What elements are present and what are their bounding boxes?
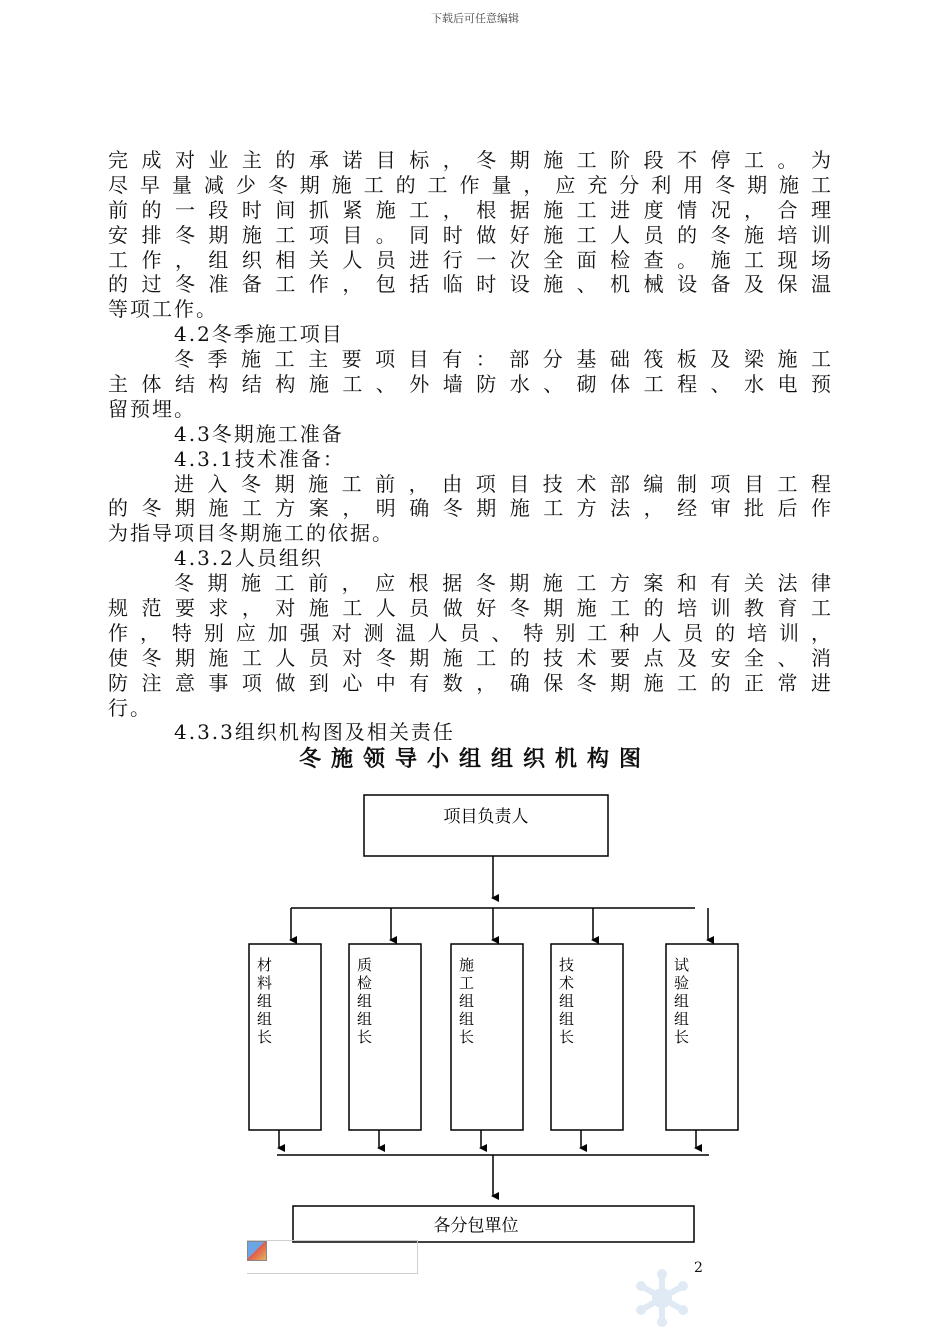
body-line: 前的一段时间抓紧施工，根据施工进度情况，合理 [108, 197, 833, 222]
org-group-label-char: 组 [559, 1010, 575, 1028]
org-chart [0, 780, 950, 1250]
body-line: 4.3.2人员组织 [174, 546, 323, 571]
org-group-label-char: 术 [559, 974, 575, 992]
org-group-label-char: 组 [559, 992, 575, 1010]
body-line: 主体结构结构施工、外墙防水、砌体工程、水电预 [108, 372, 833, 397]
page-header: 下载后可任意编辑 [431, 12, 519, 25]
org-top-box-label: 项目负责人 [443, 807, 529, 827]
body-line: 为指导项目冬期施工的依据。 [108, 521, 394, 546]
body-line: 的过冬准备工作，包括临时设施、机械设备及保温 [108, 272, 833, 297]
org-group-label-char: 组 [674, 1010, 690, 1028]
body-line: 的冬期施工方案，明确冬期施工方法，经审批后作 [108, 496, 833, 521]
snowflake-watermark-icon [632, 1268, 692, 1328]
body-line: 规范要求，对施工人员做好冬期施工的培训教育工 [108, 596, 833, 621]
body-line: 工作，组织相关人员进行一次全面检查。施工现场 [108, 247, 833, 272]
body-text [108, 148, 833, 745]
org-group-label-char: 组 [257, 992, 273, 1010]
body-line: 进入冬期施工前，由项目技术部编制项目工程 [174, 471, 833, 496]
body-line: 作，特别应加强对测温人员、特别工种人员的培训， [108, 620, 833, 645]
org-group-label-char: 组 [459, 992, 475, 1010]
org-group-label-char: 组 [257, 1010, 273, 1028]
org-group-label-char: 检 [357, 974, 373, 992]
body-line: 使冬期施工人员对冬期施工的技术要点及安全、消 [108, 645, 833, 670]
org-group-label-char: 施 [459, 956, 475, 974]
org-group-label-char: 组 [459, 1010, 475, 1028]
org-group-label-char: 试 [674, 956, 690, 974]
org-group-label-char: 组 [357, 1010, 373, 1028]
body-line: 4.3.1技术准备： [174, 446, 345, 471]
broken-image-icon [247, 1241, 267, 1261]
body-line: 尽早量减少冬期施工的工作量，应充分利用冬期施工 [108, 172, 833, 197]
org-group-label-char: 组 [357, 992, 373, 1010]
body-line: 完成对业主的承诺目标，冬期施工阶段不停工。为 [108, 148, 833, 172]
org-group-label-char: 工 [459, 974, 475, 992]
org-group-label-char: 长 [459, 1028, 475, 1046]
body-line: 4.3.3组织机构图及相关责任 [174, 720, 455, 745]
org-group-label-char: 长 [257, 1028, 273, 1046]
broken-image-placeholder [247, 1240, 418, 1274]
page-number: 2 [694, 1260, 703, 1276]
org-group-label-char: 长 [559, 1028, 575, 1046]
body-line: 4.3冬期施工准备 [174, 421, 344, 446]
body-line: 等项工作。 [108, 297, 218, 322]
org-group-label-char: 技 [559, 956, 575, 974]
org-group-label-char: 料 [257, 974, 273, 992]
org-group-label-char: 组 [674, 992, 690, 1010]
body-line: 留预埋。 [108, 396, 196, 421]
body-line: 行。 [108, 695, 152, 720]
org-chart-title: 冬施领导小组组织机构图 [298, 747, 651, 772]
body-line: 安排冬期施工项目。同时做好施工人员的冬施培训 [108, 222, 833, 247]
org-bottom-box-label: 各分包單位 [433, 1216, 519, 1236]
org-group-label-char: 质 [357, 956, 373, 974]
org-group-label-char: 验 [674, 974, 690, 992]
body-line: 4.2冬季施工项目 [174, 322, 344, 347]
org-group-label-char: 材 [257, 956, 273, 974]
body-line: 冬期施工前，应根据冬期施工方案和有关法律 [174, 571, 833, 596]
org-group-label-char: 长 [357, 1028, 373, 1046]
body-line: 冬季施工主要项目有：部分基础筏板及梁施工 [174, 347, 833, 372]
org-group-label-char: 长 [674, 1028, 690, 1046]
body-line: 防注意事项做到心中有数，确保冬期施工的正常进 [108, 670, 833, 695]
